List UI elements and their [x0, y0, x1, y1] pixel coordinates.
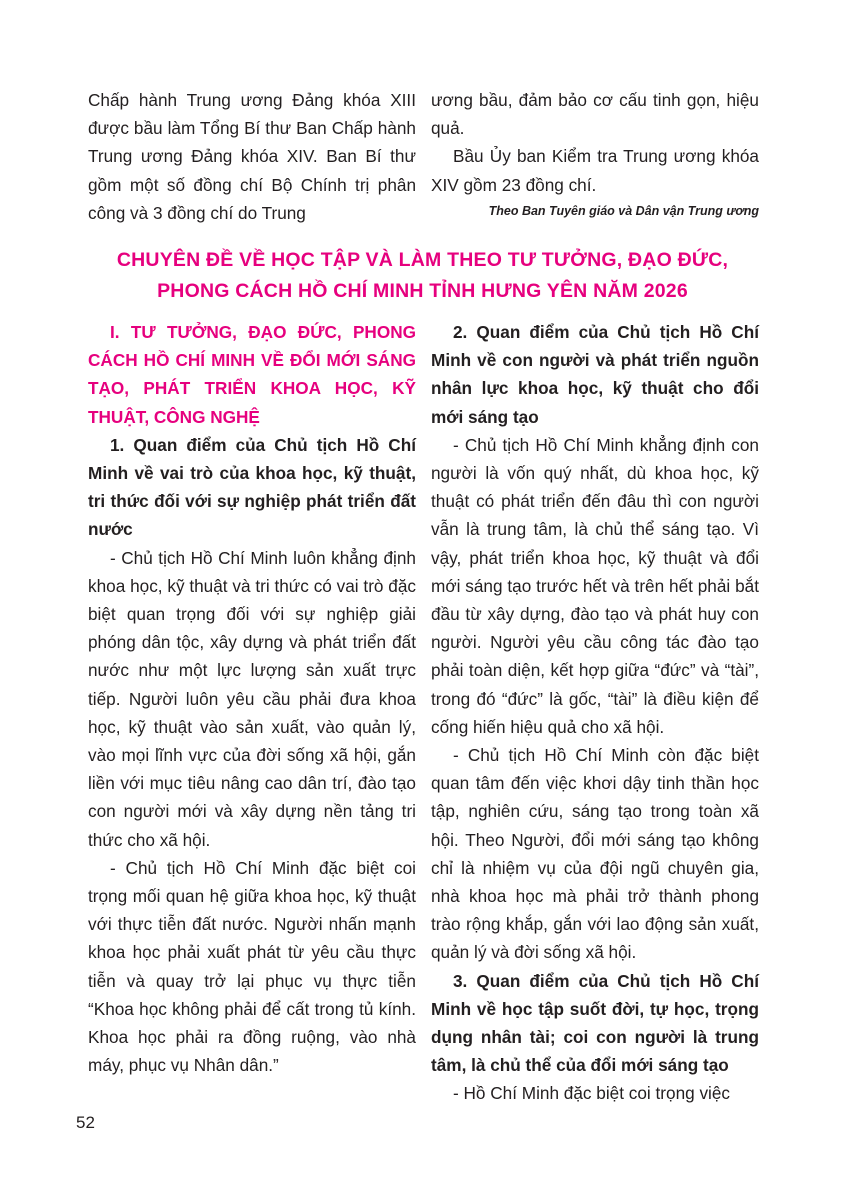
- right-paragraph-3: - Hồ Chí Minh đặc biệt coi trọng việc: [453, 1083, 731, 1104]
- section-heading: I. TƯ TƯỞNG, ĐẠO ĐỨC, PHONG CÁCH HỒ CHÍ MINH VỀ ĐỔI MỚI SÁNG TẠO, PHÁT TRIỂN KHOA HỌC, KỸ THUẬT, CÔNG NGHỆ: [88, 322, 416, 427]
- subheading-2: 2. Quan điểm của Chủ tịch Hồ Chí Minh về con người và phát triển nguồn nhân lực khoa học, kỹ thuật cho đổi mới sáng tạo: [431, 322, 759, 427]
- left-paragraph-1: - Chủ tịch Hồ Chí Minh luôn khẳng định khoa học, kỹ thuật và tri thức có vai trò đặc biệt quan trọng đối với sự nghiệp giải phóng dân tộc, xây dựng và phát triển đất nước như một lực lượng sản xuất trực tiếp. Người luôn yêu cầu phải đưa khoa học, kỹ thuật vào sản xuất, vào quản lý, vào mọi lĩnh vực của đời sống xã hội, gắn liền với mục tiêu nâng cao dân trí, đào tạo con người mới và xây dựng nền tảng tri thức cho xã hội.: [88, 547, 416, 850]
- article-title-line-1: CHUYÊN ĐỀ VỀ HỌC TẬP VÀ LÀM THEO TƯ TƯỞNG, ĐẠO ĐỨC,: [116, 249, 729, 271]
- left-column: [88, 318, 416, 1079]
- page-number: 52: [76, 1113, 95, 1132]
- right-paragraph-2: - Chủ tịch Hồ Chí Minh còn đặc biệt quan tâm đến việc khơi dậy tinh thần học tập, nghiên cứu, sáng tạo trong toàn xã hội. Theo Người, đổi mới sáng tạo không chỉ là nhiệm vụ của đội ngũ chuyên gia, nhà khoa học mà phải trở thành phong trào rộng khắp, gắn với lao động sản xuất, quản lý và đời sống xã hội.: [431, 745, 759, 963]
- subheading-3: 3. Quan điểm của Chủ tịch Hồ Chí Minh về học tập suốt đời, tự học, trọng dụng nhân tài; coi con người là trung tâm, là chủ thể của đổi mới sáng tạo: [431, 970, 759, 1076]
- top-right-paragraph-2: Bầu Ủy ban Kiểm tra Trung ương khóa XIV gồm 23 đồng chí.: [431, 146, 759, 195]
- article-title: [60, 245, 785, 307]
- right-column: [431, 318, 759, 1108]
- source-attribution: Theo Ban Tuyên giáo và Dân vận Trung ương: [488, 203, 759, 218]
- top-left-paragraph: Chấp hành Trung ương Đảng khóa XIII được bầu làm Tổng Bí thư Ban Chấp hành Trung ương Đảng khóa XIV. Ban Bí thư gồm một số đồng chí Bộ Chính trị phân công và 3 đồng chí do Trung: [88, 90, 416, 223]
- article-title-line-2: PHONG CÁCH HỒ CHÍ MINH TỈNH HƯNG YÊN NĂM 2026: [157, 280, 688, 302]
- top-left-column: [88, 86, 416, 227]
- top-right-column: [431, 86, 759, 221]
- subheading-1: 1. Quan điểm của Chủ tịch Hồ Chí Minh về vai trò của khoa học, kỹ thuật, tri thức đối với sự nghiệp phát triển đất nước: [88, 434, 416, 540]
- right-paragraph-1: - Chủ tịch Hồ Chí Minh khẳng định con người là vốn quý nhất, dù khoa học, kỹ thuật có phát triển đến đâu thì con người vẫn là trung tâm, là chủ thể sáng tạo. Vì vậy, phát triển khoa học, kỹ thuật và đổi mới sáng tạo trước hết và trên hết phải bắt đầu từ xây dựng, đào tạo và phát huy con người. Người yêu cầu công tác đào tạo phải toàn diện, kết hợp giữa “đức” và “tài”, trong đó “đức” là gốc, “tài” là điều kiện để cống hiến hiệu quả cho xã hội.: [431, 434, 759, 737]
- top-right-paragraph-1: ương bầu, đảm bảo cơ cấu tinh gọn, hiệu quả.: [431, 90, 759, 139]
- left-paragraph-2: - Chủ tịch Hồ Chí Minh đặc biệt coi trọng mối quan hệ giữa khoa học, kỹ thuật với thực tiễn đất nước. Người nhấn mạnh khoa học phải xuất phát từ yêu cầu thực tiễn và quay trở lại phục vụ thực tiễn “Khoa học không phải để cất trong tủ kính. Khoa học phải ra đồng ruộng, vào nhà máy, phục vụ Nhân dân.”: [88, 857, 416, 1076]
